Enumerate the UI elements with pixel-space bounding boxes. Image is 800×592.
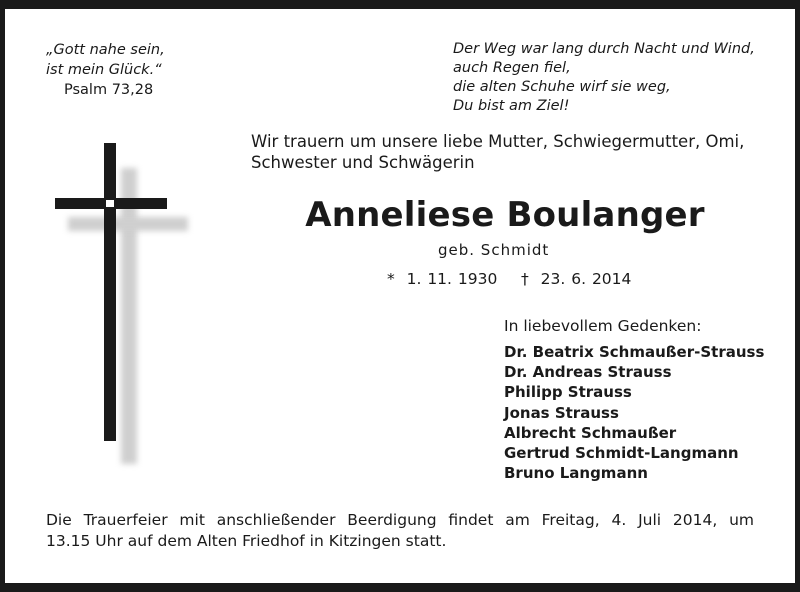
mourner-name: Philipp Strauss <box>504 383 632 402</box>
mourners-heading: In liebevollem Gedenken: <box>504 317 702 335</box>
mourning-intro <box>251 131 744 173</box>
mourner-name: Bruno Langmann <box>504 464 648 483</box>
psalm-source: Psalm 73,28 <box>64 82 154 98</box>
psalm-quote-line: „Gott nahe sein, <box>46 42 165 58</box>
intro-line: Schwester und Schwägerin <box>251 153 475 172</box>
mourner-name: Albrecht Schmaußer <box>504 423 677 442</box>
funeral-info-line: 13.15 Uhr auf dem Alten Friedhof in Kitzingen statt. <box>46 532 447 550</box>
funeral-info-line: Die Trauerfeier mit anschließender Beerdigung findet am Freitag, 4. Juli 2014, um <box>46 511 754 529</box>
birth-name: geb. Schmidt <box>438 241 550 259</box>
life-dates <box>387 270 631 288</box>
mourner-name: Dr. Beatrix Schmaußer-Strauss <box>504 343 765 361</box>
poem-line: die alten Schuhe wirf sie weg, <box>453 79 671 95</box>
poem-line: auch Regen fiel, <box>453 60 571 76</box>
mourner-name: Dr. Andreas Strauss <box>504 363 672 382</box>
mourner-name: Jonas Strauss <box>504 403 619 422</box>
poem <box>453 40 755 116</box>
funeral-info <box>46 510 754 552</box>
psalm-quote <box>46 40 165 100</box>
mourner-name: Gertrud Schmidt-Langmann <box>504 444 739 463</box>
life-dates-text: * 1. 11. 1930 † 23. 6. 2014 <box>387 270 632 288</box>
psalm-quote-line: ist mein Glück.“ <box>46 62 162 78</box>
deceased-name: Anneliese Boulanger <box>305 195 705 235</box>
poem-line: Der Weg war lang durch Nacht und Wind, <box>453 41 755 57</box>
poem-line: Du bist am Ziel! <box>453 98 570 114</box>
mourners-list <box>504 342 764 483</box>
intro-line: Wir trauern um unsere liebe Mutter, Schwiegermutter, Omi, <box>251 132 745 151</box>
